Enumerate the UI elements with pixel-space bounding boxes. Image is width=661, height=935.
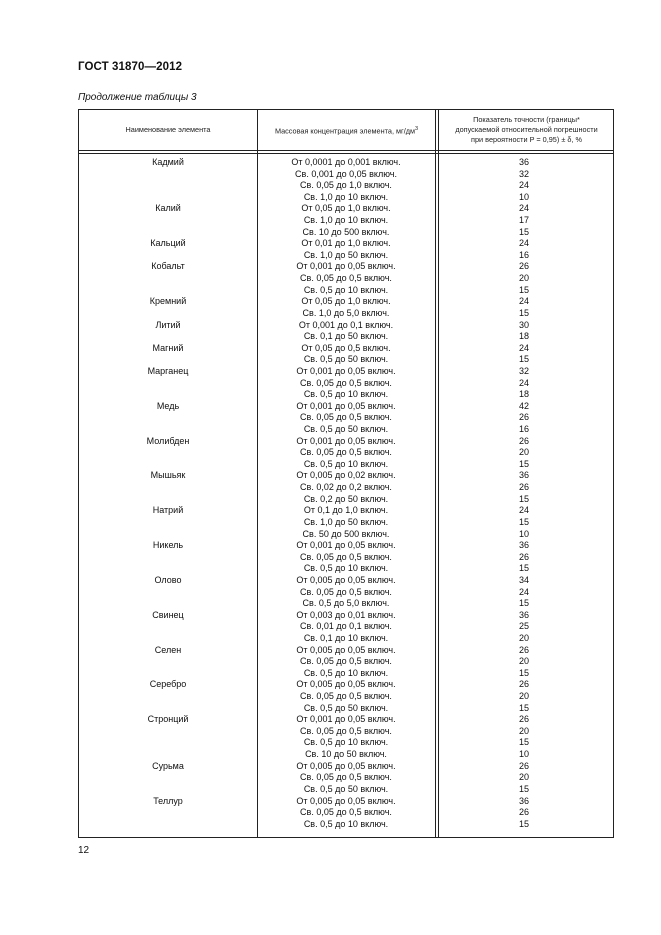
- element-cell: [79, 250, 257, 262]
- concentration-cell: От 0,005 до 0,05 включ.: [296, 760, 396, 771]
- element-cell: [79, 737, 257, 749]
- concentration-cell: От 0,001 до 0,05 включ.: [296, 714, 396, 725]
- accuracy-cell: 26: [518, 714, 529, 725]
- concentration-cell: От 0,001 до 0,05 включ.: [296, 435, 396, 446]
- accuracy-cell: 24: [518, 180, 529, 191]
- concentration-cell: Св. 0,5 до 10 включ.: [303, 284, 389, 295]
- data-table: [78, 109, 614, 838]
- concentration-cell: Св. 10 до 50 включ.: [305, 749, 387, 760]
- accuracy-cell: 10: [518, 749, 529, 760]
- table-row: [79, 378, 613, 390]
- accuracy-cell: 26: [518, 435, 529, 446]
- concentration-cell: Св. 0,05 до 0,5 включ.: [300, 807, 392, 818]
- element-cell: [79, 621, 257, 633]
- accuracy-cell: 20: [518, 691, 529, 702]
- concentration-cell: Св. 0,05 до 0,5 включ.: [300, 656, 392, 667]
- concentration-cell: От 0,001 до 0,05 включ.: [296, 540, 396, 551]
- table-row: [79, 505, 613, 517]
- concentration-cell: От 0,1 до 1,0 включ.: [303, 505, 389, 516]
- accuracy-cell: 15: [518, 737, 529, 748]
- table-row: [79, 749, 613, 761]
- table-row: [79, 436, 613, 448]
- table-row: [79, 633, 613, 645]
- table-row: [79, 424, 613, 436]
- table-row: [79, 308, 613, 320]
- element-cell: Стронций: [147, 714, 189, 725]
- element-cell: [79, 459, 257, 471]
- accuracy-cell: 15: [518, 226, 529, 237]
- element-cell: Мышьяк: [150, 470, 186, 481]
- table-row: [79, 796, 613, 808]
- table-row: [79, 587, 613, 599]
- element-cell: [79, 180, 257, 192]
- concentration-cell: Св. 0,5 до 50 включ.: [303, 354, 389, 365]
- element-cell: [79, 633, 257, 645]
- concentration-cell: Св. 0,1 до 50 включ.: [303, 331, 389, 342]
- concentration-cell: Св. 0,5 до 50 включ.: [303, 702, 389, 713]
- accuracy-cell: 24: [518, 586, 529, 597]
- accuracy-cell: 18: [518, 389, 529, 400]
- page-number: 12: [78, 845, 90, 856]
- element-cell: Калий: [155, 203, 181, 214]
- accuracy-cell: 24: [518, 377, 529, 388]
- concentration-cell: От 0,005 до 0,05 включ.: [296, 644, 396, 655]
- concentration-cell: От 0,005 до 0,02 включ.: [296, 470, 396, 481]
- element-cell: [79, 354, 257, 366]
- concentration-cell: Св. 50 до 500 включ.: [302, 528, 390, 539]
- concentration-cell: Св. 0,05 до 0,5 включ.: [300, 377, 392, 388]
- table-row: [79, 737, 613, 749]
- accuracy-cell: 32: [518, 365, 529, 376]
- accuracy-cell: 20: [518, 725, 529, 736]
- concentration-cell: Св. 0,05 до 0,5 включ.: [300, 551, 392, 562]
- element-cell: Литий: [155, 319, 181, 330]
- accuracy-cell: 16: [518, 424, 529, 435]
- table-row: [79, 668, 613, 680]
- table-row: [79, 703, 613, 715]
- concentration-cell: Св. 0,5 до 10 включ.: [303, 667, 389, 678]
- table-row: [79, 517, 613, 529]
- element-cell: [79, 517, 257, 529]
- table-row: [79, 784, 613, 796]
- table-row: [79, 285, 613, 297]
- concentration-cell: Св. 0,05 до 0,5 включ.: [300, 447, 392, 458]
- accuracy-cell: 15: [518, 307, 529, 318]
- accuracy-cell: 17: [518, 215, 529, 226]
- accuracy-cell: 20: [518, 632, 529, 643]
- element-cell: [79, 227, 257, 239]
- element-cell: [79, 587, 257, 599]
- element-cell: [79, 285, 257, 297]
- element-cell: [79, 424, 257, 436]
- table-row: [79, 540, 613, 552]
- accuracy-cell: 15: [518, 493, 529, 504]
- element-cell: Никель: [152, 540, 184, 551]
- concentration-cell: Св. 0,05 до 0,5 включ.: [300, 412, 392, 423]
- element-cell: [79, 389, 257, 401]
- concentration-cell: От 0,01 до 1,0 включ.: [301, 238, 391, 249]
- table-row: [79, 598, 613, 610]
- concentration-cell: От 0,001 до 0,05 включ.: [296, 365, 396, 376]
- concentration-cell: От 0,05 до 1,0 включ.: [301, 203, 391, 214]
- table-row: [79, 494, 613, 506]
- table-row: [79, 482, 613, 494]
- header-concentration-label: Массовая концентрация элемента, $мг/дм^3$: [274, 125, 419, 136]
- accuracy-cell: 15: [518, 284, 529, 295]
- concentration-cell: Св. 0,05 до 0,5 включ.: [300, 772, 392, 783]
- accuracy-cell: 20: [518, 447, 529, 458]
- table-body: [79, 157, 613, 830]
- table-row: [79, 447, 613, 459]
- concentration-cell: Св. 1,0 до 50 включ.: [303, 249, 389, 260]
- table-row: [79, 366, 613, 378]
- header-concentration: [258, 110, 435, 150]
- table-row: [79, 563, 613, 575]
- table-row: [79, 529, 613, 541]
- accuracy-cell: 15: [518, 702, 529, 713]
- header-element-label: Наименование элемента: [125, 125, 211, 134]
- element-cell: [79, 308, 257, 320]
- concentration-cell: Св. 0,5 до 50 включ.: [303, 424, 389, 435]
- concentration-cell: Св. 0,05 до 0,5 включ.: [300, 691, 392, 702]
- element-cell: [79, 656, 257, 668]
- concentration-cell: Св. 1,0 до 10 включ.: [303, 191, 389, 202]
- concentration-cell: Св. 0,5 до 5,0 включ.: [302, 598, 390, 609]
- concentration-cell: Св. 0,5 до 10 включ.: [303, 818, 389, 829]
- table-row: [79, 401, 613, 413]
- element-cell: [79, 563, 257, 575]
- concentration-cell: От 0,0001 до 0,001 включ.: [291, 157, 401, 167]
- accuracy-cell: 16: [518, 249, 529, 260]
- element-cell: [79, 273, 257, 285]
- concentration-cell: Св. 1,0 до 5,0 включ.: [302, 307, 390, 318]
- element-cell: [79, 691, 257, 703]
- accuracy-cell: 26: [518, 551, 529, 562]
- header-element: [79, 110, 257, 150]
- concentration-cell: Св. 0,05 до 0,5 включ.: [300, 586, 392, 597]
- table-row: [79, 389, 613, 401]
- document-title: ГОСТ 31870—2012: [78, 61, 183, 73]
- accuracy-cell: 15: [518, 598, 529, 609]
- accuracy-cell: 26: [518, 482, 529, 493]
- concentration-cell: От 0,005 до 0,05 включ.: [296, 574, 396, 585]
- element-cell: Медь: [156, 400, 180, 411]
- element-cell: [79, 772, 257, 784]
- concentration-cell: От 0,005 до 0,05 включ.: [296, 679, 396, 690]
- element-cell: Сурьма: [152, 760, 184, 771]
- accuracy-cell: 15: [518, 563, 529, 574]
- element-cell: [79, 378, 257, 390]
- element-cell: Марганец: [147, 365, 189, 376]
- table-row: [79, 250, 613, 262]
- concentration-cell: Св. 10 до 500 включ.: [302, 226, 390, 237]
- element-cell: [79, 529, 257, 541]
- table-row: [79, 354, 613, 366]
- concentration-cell: Св. 0,5 до 10 включ.: [303, 737, 389, 748]
- accuracy-cell: 15: [518, 783, 529, 794]
- accuracy-cell: 32: [518, 168, 529, 179]
- table-row: [79, 621, 613, 633]
- element-cell: Теллур: [153, 795, 183, 806]
- accuracy-cell: 18: [518, 331, 529, 342]
- table-row: [79, 343, 613, 355]
- header-concentration-sup: 3: [415, 125, 419, 132]
- table-row: [79, 331, 613, 343]
- table-row: [79, 656, 613, 668]
- concentration-cell: Св. 0,02 до 0,2 включ.: [300, 482, 392, 493]
- element-cell: [79, 703, 257, 715]
- element-cell: [79, 598, 257, 610]
- concentration-cell: Св. 0,05 до 1,0 включ.: [300, 180, 392, 191]
- element-cell: [79, 494, 257, 506]
- accuracy-cell: 26: [518, 261, 529, 272]
- accuracy-cell: 15: [518, 516, 529, 527]
- table-row: [79, 296, 613, 308]
- element-cell: Свинец: [152, 609, 184, 620]
- table-row: [79, 772, 613, 784]
- table-row: [79, 261, 613, 273]
- table-row: [79, 180, 613, 192]
- element-cell: [79, 784, 257, 796]
- element-cell: [79, 447, 257, 459]
- element-cell: Олово: [154, 574, 182, 585]
- element-cell: Натрий: [152, 505, 184, 516]
- concentration-cell: Св. 0,5 до 50 включ.: [303, 783, 389, 794]
- accuracy-cell: 20: [518, 273, 529, 284]
- concentration-cell: Св. 0,01 до 0,1 включ.: [300, 621, 392, 632]
- element-cell: [79, 412, 257, 424]
- concentration-cell: Св. 0,5 до 10 включ.: [303, 563, 389, 574]
- element-cell: Кальций: [150, 238, 186, 249]
- accuracy-cell: 42: [518, 400, 529, 411]
- element-cell: [79, 668, 257, 680]
- table-row: [79, 459, 613, 471]
- accuracy-cell: 15: [518, 354, 529, 365]
- accuracy-cell: 36: [518, 157, 529, 167]
- element-cell: [79, 726, 257, 738]
- table-row: [79, 157, 613, 169]
- table-row: [79, 714, 613, 726]
- concentration-cell: От 0,05 до 0,5 включ.: [301, 342, 391, 353]
- table-row: [79, 169, 613, 181]
- accuracy-cell: 30: [518, 319, 529, 330]
- table-row: [79, 679, 613, 691]
- header-divider: [79, 153, 613, 154]
- header-accuracy-label: Показатель точности (границы* допускаемой относительной погрешности при вероятности P = 0,95) ± δ, %: [455, 115, 598, 144]
- concentration-cell: Св. 0,2 до 50 включ.: [303, 493, 389, 504]
- table-row: [79, 645, 613, 657]
- accuracy-cell: 26: [518, 412, 529, 423]
- accuracy-cell: 15: [518, 458, 529, 469]
- accuracy-cell: 24: [518, 203, 529, 214]
- concentration-cell: Св. 0,5 до 10 включ.: [303, 458, 389, 469]
- concentration-cell: Св. 0,1 до 10 включ.: [303, 632, 389, 643]
- element-cell: Серебро: [149, 679, 187, 690]
- accuracy-cell: 26: [518, 760, 529, 771]
- element-cell: [79, 749, 257, 761]
- table-row: [79, 320, 613, 332]
- accuracy-cell: 36: [518, 470, 529, 481]
- table-row: [79, 412, 613, 424]
- concentration-cell: Св. 1,0 до 10 включ.: [303, 215, 389, 226]
- concentration-cell: Св. 0,5 до 10 включ.: [303, 389, 389, 400]
- concentration-cell: От 0,001 до 0,05 включ.: [296, 400, 396, 411]
- accuracy-cell: 15: [518, 667, 529, 678]
- table-row: [79, 610, 613, 622]
- accuracy-cell: 26: [518, 644, 529, 655]
- element-cell: [79, 819, 257, 831]
- table-row: [79, 470, 613, 482]
- element-cell: Кремний: [149, 296, 187, 307]
- accuracy-cell: 15: [518, 818, 529, 829]
- accuracy-cell: 36: [518, 540, 529, 551]
- header-divider: [79, 150, 613, 151]
- accuracy-cell: 20: [518, 656, 529, 667]
- accuracy-cell: 24: [518, 296, 529, 307]
- table-row: [79, 227, 613, 239]
- element-cell: Магний: [152, 342, 184, 353]
- accuracy-cell: 26: [518, 679, 529, 690]
- accuracy-cell: 24: [518, 505, 529, 516]
- table-row: [79, 761, 613, 773]
- accuracy-cell: 24: [518, 342, 529, 353]
- accuracy-cell: 36: [518, 795, 529, 806]
- element-cell: Селен: [154, 644, 182, 655]
- accuracy-cell: 24: [518, 238, 529, 249]
- concentration-cell: Св. 0,05 до 0,5 включ.: [300, 725, 392, 736]
- element-cell: [79, 192, 257, 204]
- table-row: [79, 273, 613, 285]
- table-row: [79, 192, 613, 204]
- accuracy-cell: 20: [518, 772, 529, 783]
- accuracy-cell: 36: [518, 609, 529, 620]
- element-cell: [79, 169, 257, 181]
- concentration-cell: Св. 0,05 до 0,5 включ.: [300, 273, 392, 284]
- element-cell: Кадмий: [152, 157, 184, 167]
- element-cell: Молибден: [146, 435, 190, 446]
- accuracy-cell: 10: [518, 528, 529, 539]
- table-row: [79, 552, 613, 564]
- table-row: [79, 238, 613, 250]
- accuracy-cell: 34: [518, 574, 529, 585]
- table-caption: Продолжение таблицы 3: [78, 92, 197, 103]
- table-row: [79, 575, 613, 587]
- element-cell: [79, 331, 257, 343]
- table-row: [79, 203, 613, 215]
- table-row: [79, 807, 613, 819]
- concentration-cell: От 0,05 до 1,0 включ.: [301, 296, 391, 307]
- element-cell: [79, 482, 257, 494]
- accuracy-cell: 26: [518, 807, 529, 818]
- element-cell: Кобальт: [151, 261, 185, 272]
- element-cell: [79, 552, 257, 564]
- accuracy-cell: 10: [518, 191, 529, 202]
- concentration-cell: Св. 0,001 до 0,05 включ.: [295, 168, 397, 179]
- header-accuracy: [439, 110, 614, 150]
- table-row: [79, 691, 613, 703]
- concentration-cell: Св. 1,0 до 50 включ.: [303, 516, 389, 527]
- table-row: [79, 215, 613, 227]
- concentration-cell: От 0,001 до 0,05 включ.: [296, 261, 396, 272]
- table-row: [79, 726, 613, 738]
- concentration-cell: От 0,001 до 0,1 включ.: [298, 319, 394, 330]
- element-cell: [79, 807, 257, 819]
- element-cell: [79, 215, 257, 227]
- table-row: [79, 819, 613, 831]
- accuracy-cell: 25: [518, 621, 529, 632]
- concentration-cell: От 0,005 до 0,05 включ.: [296, 795, 396, 806]
- concentration-cell: От 0,003 до 0,01 включ.: [296, 609, 396, 620]
